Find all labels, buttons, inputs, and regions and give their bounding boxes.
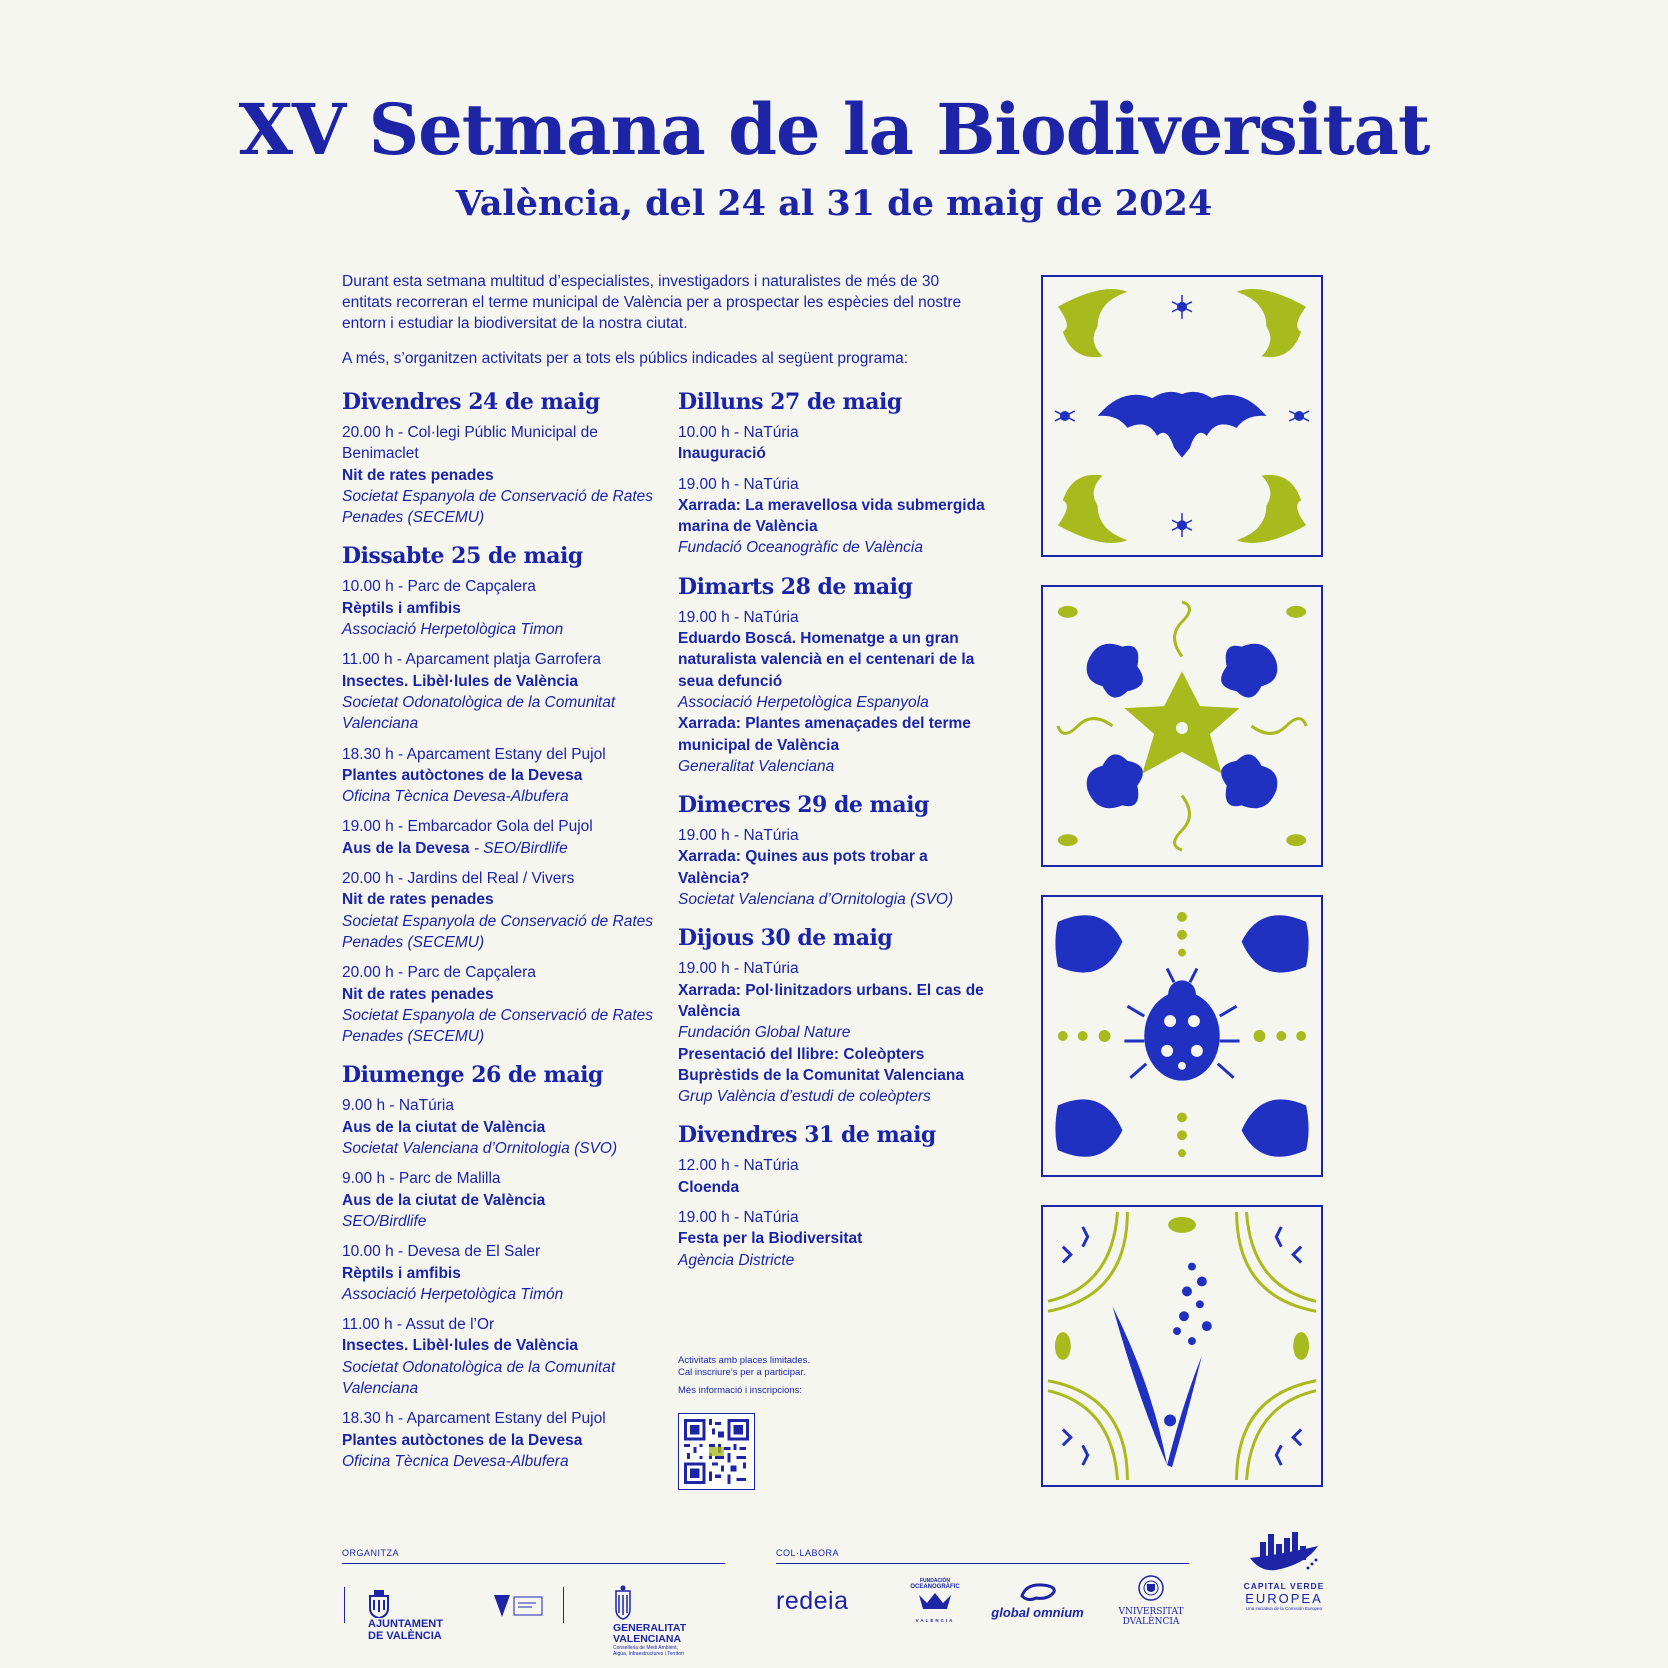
event-title: Xarrada: Quines aus pots trobar a València? (678, 848, 928, 887)
program-event (678, 1207, 998, 1271)
logo-oceanografic (895, 1578, 975, 1624)
event-title: Nit de rates penades (342, 466, 494, 484)
oceanografic-icon (915, 1591, 955, 1613)
program-event (342, 1241, 662, 1305)
event-time: 19.00 h - NaTúria (678, 960, 799, 978)
logo-generalitat-valenciana (613, 1585, 693, 1657)
decorative-tile-bat (1041, 275, 1323, 557)
program-event (342, 1408, 662, 1472)
logo-text: AJUNTAMENT (368, 1618, 443, 1630)
flower-tile-icon (1043, 587, 1321, 865)
event-title: Rèptils i amfibis (342, 1264, 461, 1282)
logo-v (492, 1593, 544, 1624)
v-logo-icon (492, 1593, 544, 1619)
event-title: Xarrada: Pol·linitzadors urbans. El cas de València (678, 981, 984, 1020)
event-time: 11.00 h - Assut de l’Or (342, 1316, 495, 1334)
event-title: Eduardo Boscá. Homenatge a un gran naturalista valencià en el centenari de la seua defunció (678, 630, 975, 690)
event-organizer: Societat Odonatològica de la Comunitat Valenciana (342, 1358, 616, 1397)
program-event (342, 868, 662, 953)
program-day (342, 1061, 662, 1472)
event-organizer: Oficina Tècnica Devesa-Albufera (342, 788, 569, 806)
program-event (342, 1168, 662, 1232)
program-event (342, 576, 662, 640)
logo-text: VNIVERSITAT (1118, 1607, 1184, 1617)
event-time: 19.00 h - NaTúria (678, 608, 799, 626)
logo-capital-verde-europea (1242, 1528, 1326, 1612)
program-day (678, 388, 998, 559)
program-column-right (678, 388, 998, 1285)
program-day (678, 924, 998, 1107)
decorative-tile-plant (1041, 1205, 1323, 1487)
event-time: 10.00 h - Parc de Capçalera (342, 578, 536, 596)
page-title: XV Setmana de la Biodiversitat (238, 88, 1430, 171)
program-event (678, 825, 998, 910)
event-organizer: Generalitat Valenciana (678, 757, 835, 775)
program-event (342, 422, 662, 528)
day-heading: Diumenge 26 de maig (342, 1062, 603, 1089)
day-heading: Divendres 31 de maig (678, 1122, 936, 1149)
city-skyline-icon (1246, 1528, 1322, 1576)
event-organizer: Societat Espanyola de Conservació de Rates Penades (SECEMU) (342, 487, 654, 527)
event-title: Rèptils i amfibis (342, 599, 461, 617)
event-organizer: Agència Districte (678, 1251, 795, 1269)
program-event (342, 816, 662, 859)
logo-text: DVALÈNCIA (1122, 1617, 1180, 1627)
logo-text: global omnium (991, 1605, 1084, 1620)
program-event (678, 607, 998, 777)
intro-paragraph: A més, s’organitzen activitats per a tots els públics indicades al següent programa: (342, 350, 909, 367)
program-event (342, 962, 662, 1047)
day-heading: Divendres 24 de maig (342, 389, 600, 415)
logo-text: VALÈNCIA (915, 1618, 955, 1623)
event-organizer: Societat Valenciana d’Ornitologia (SVO) (342, 1140, 618, 1158)
registration-note (678, 1355, 878, 1397)
note-line: Cal inscriure’s per a participar. (678, 1367, 806, 1378)
day-heading: Dilluns 27 de maig (678, 389, 902, 415)
event-title: Xarrada: La meravellosa vida submergida marina de València (678, 496, 985, 536)
event-organizer: Societat Valenciana d’Ornitologia (SVO) (678, 891, 954, 909)
note-line: Activitats amb places limitades. (678, 1355, 810, 1366)
event-title: Festa per la Biodiversitat (678, 1230, 863, 1248)
event-time: 10.00 h - NaTúria (678, 424, 799, 441)
beetle-tile-icon (1043, 897, 1321, 1175)
event-title: Presentació del llibre: Coleòpters Buprèstids de la Comunitat Valenciana (678, 1045, 964, 1084)
logo-redeia: redeia (776, 1587, 849, 1615)
event-organizer: Societat Espanyola de Conservació de Rates Penades (SECEMU) (342, 912, 654, 951)
event-time: 20.00 h - Jardins del Real / Vivers (342, 870, 575, 888)
decorative-tile-flower (1041, 585, 1323, 867)
event-title: Insectes. Libèl·lules de València (342, 672, 579, 690)
event-time: 18.30 h - Aparcament Estany del Pujol (342, 1410, 606, 1428)
event-organizer: SEO/Birdlife (342, 1212, 427, 1230)
program-event (342, 1095, 662, 1159)
qr-code[interactable] (678, 1413, 755, 1490)
event-time: 19.00 h - NaTúria (678, 1209, 799, 1227)
event-organizer: Associació Herpetològica Timón (342, 1285, 564, 1303)
event-title: Cloenda (678, 1178, 740, 1196)
event-title: Insectes. Libèl·lules de València (342, 1337, 579, 1355)
event-organizer: Societat Espanyola de Conservació de Rates Penades (SECEMU) (342, 1006, 654, 1046)
program-day (678, 1121, 998, 1270)
event-title: Plantes autòctones de la Devesa (342, 1431, 583, 1449)
university-seal-icon (1137, 1574, 1165, 1602)
decorative-tile-beetle (1041, 895, 1323, 1177)
logo-text: GENERALITAT (613, 1622, 687, 1634)
plant-tile-icon (1043, 1207, 1321, 1485)
event-organizer: Fundació Oceanogràfic de València (678, 539, 923, 557)
event-title: Aus de la Devesa (342, 839, 470, 857)
event-title: Aus de la ciutat de València (342, 1191, 546, 1209)
divider (563, 1587, 564, 1623)
event-time: 10.00 h - Devesa de El Saler (342, 1243, 541, 1261)
event-time: 20.00 h - Parc de Capçalera (342, 964, 536, 982)
event-organizer: Oficina Tècnica Devesa-Albufera (342, 1452, 569, 1470)
intro-paragraph: Durant esta setmana multitud d’especialistes, investigadors i naturalistes de més de 30 entitats recorreran el terme municipal de València per a prospectar les espècies del nostre entorn i estudiar la biodiversitat de la nostra ciutat. (342, 273, 962, 332)
event-title: Xarrada: Plantes amenaçades del terme municipal de València (678, 715, 971, 754)
event-time: 12.00 h - NaTúria (678, 1157, 799, 1175)
event-organizer: Associació Herpetològica Espanyola (678, 693, 929, 711)
program-event (342, 744, 662, 808)
program-event (342, 649, 662, 734)
logo-universitat-valencia (1116, 1574, 1186, 1627)
program-day (342, 388, 662, 528)
logo-text: FUNDACIÓN (920, 1578, 950, 1584)
event-time: 9.00 h - Parc de Malilla (342, 1170, 501, 1188)
event-organizer: Fundación Global Nature (678, 1024, 851, 1042)
event-organizer: Societat Odonatològica de la Comunitat Valenciana (342, 693, 616, 733)
event-organizer: - SEO/Birdlife (469, 839, 568, 857)
program-event (678, 422, 998, 465)
event-title: Nit de rates penades (342, 985, 494, 1003)
footer-organitza-label: ORGANITZA (342, 1548, 400, 1558)
event-title: Nit de rates penades (342, 891, 494, 909)
event-time: 11.00 h - Aparcament platja Garrofera (342, 651, 602, 669)
day-heading: Dimarts 28 de maig (678, 573, 913, 600)
drop-icon (1018, 1582, 1058, 1602)
event-organizer: Associació Herpetològica Timon (342, 621, 564, 639)
program-event (342, 1314, 662, 1399)
event-time: 19.00 h - Embarcador Gola del Pujol (342, 818, 593, 836)
event-time: 9.00 h - NaTúria (342, 1097, 454, 1115)
event-time: 20.00 h - Col·legi Públic Municipal de Benimaclet (342, 424, 598, 463)
day-heading: Dimecres 29 de maig (678, 792, 929, 819)
program-event (678, 1155, 998, 1198)
generalitat-crest-icon (613, 1585, 633, 1623)
event-title: Inauguració (678, 445, 766, 463)
divider (776, 1563, 1189, 1564)
day-heading: Dijous 30 de maig (678, 925, 893, 952)
program-event (678, 474, 998, 559)
program-event (678, 958, 998, 1107)
logo-text: Conselleria de Medi Ambient, Aigua, Infraestructures i Territori (613, 1645, 684, 1657)
program-day (678, 573, 998, 777)
logo-text: EUROPEA (1245, 1591, 1323, 1606)
event-title-line (342, 838, 662, 859)
event-title: Aus de la ciutat de València (342, 1118, 546, 1136)
logo-text: VALENCIANA (613, 1633, 682, 1645)
program-day (342, 542, 662, 1047)
logo-text: DE VALÈNCIA (368, 1630, 442, 1642)
logo-text: CAPITAL VERDE (1243, 1581, 1325, 1591)
event-organizer: Grup València d’estudi de coleòpters (678, 1088, 931, 1106)
note-line: Més informació i inscripcions: (678, 1385, 803, 1396)
footer-collabora-label: COL·LABORA (776, 1548, 840, 1558)
logo-text: OCEANOGRÀFIC (910, 1584, 960, 1590)
intro-text (342, 271, 962, 369)
event-time: 18.30 h - Aparcament Estany del Pujol (342, 745, 606, 763)
city-crest-icon (368, 1590, 390, 1618)
event-time: 19.00 h - NaTúria (678, 475, 799, 493)
page-subtitle: València, del 24 al 31 de maig de 2024 (455, 183, 1213, 224)
event-title: Plantes autòctones de la Devesa (342, 766, 583, 784)
logo-text: Una iniciativa de la Comisión Europea (1245, 1606, 1323, 1611)
logo-global-omnium (990, 1582, 1085, 1620)
logo-ajuntament-valencia (368, 1590, 443, 1642)
divider (342, 1563, 725, 1564)
divider (344, 1587, 345, 1623)
program-day (678, 791, 998, 910)
event-time: 19.00 h - NaTúria (678, 827, 799, 845)
program-column-left (342, 388, 662, 1486)
day-heading: Dissabte 25 de maig (342, 543, 583, 570)
bat-tile-icon (1043, 277, 1321, 555)
